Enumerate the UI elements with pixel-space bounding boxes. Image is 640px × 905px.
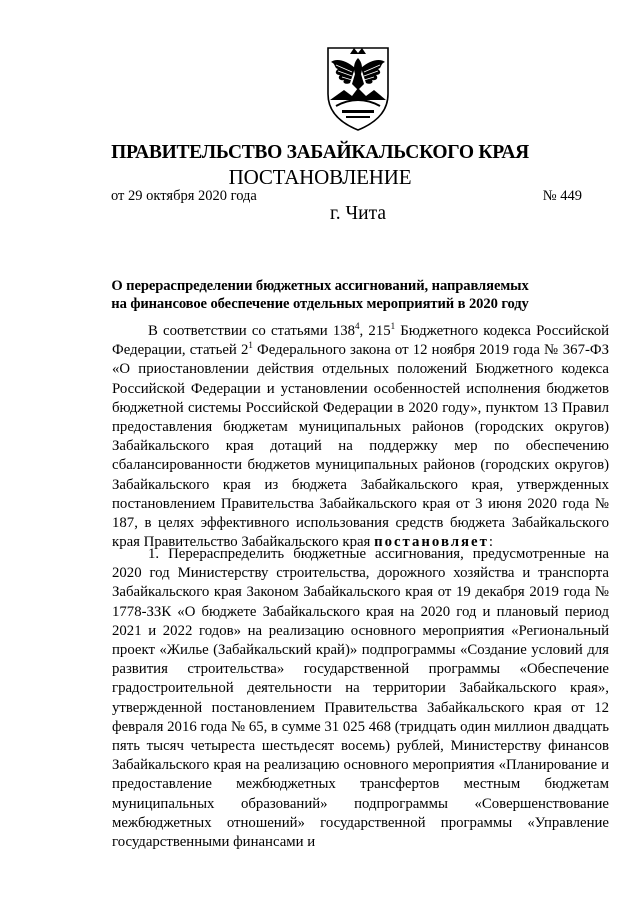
preamble-text-1: В соответствии со статьями 138	[148, 323, 356, 339]
superscript-3: 1	[248, 340, 253, 351]
preamble-text-2: , 215	[359, 323, 391, 339]
organization-name: ПРАВИТЕЛЬСТВО ЗАБАЙКАЛЬСКОГО КРАЯ	[111, 142, 529, 163]
coat-of-arms-emblem	[322, 44, 394, 132]
title-line-2: на финансовое обеспечение отдельных мероприятий в 2020 году	[111, 296, 529, 312]
paragraph-preamble	[112, 322, 609, 552]
preamble-text-3: Бюджетного кодекса Российской Федерации, статьей 2	[112, 323, 610, 359]
document-date: от 29 октября 2020 года	[111, 188, 257, 204]
document-number: № 449	[542, 188, 582, 204]
resolves-keyword: постановляет	[374, 534, 489, 551]
paragraph-item-1: 1. Перераспределить бюджетные ассигнования, предусмотренные на 2020 год Министерству строительства, дорожного хозяйства и транспорта Забайкальского края Законом Забайкальского края от 19 декабря 2019 года № 1778-ЗЗК «О бюджете Забайкальского края на 2020 год и плановый период 2021 и 2022 годов» на реализацию основного мероприятия «Региональный проект «Жилье (Забайкальский край)» подпрограммы «Создание условий для развития строительства» государственной программы «Обеспечение градостроительной деятельности на территории Забайкальского края», утвержденной постановлением Правительства Забайкальского края от 12 февраля 2016 года № 65, в сумме 31 025 468 (тридцать один миллион двадцать пять тысяч четыреста шестьдесят восемь) рублей, Министерству финансов Забайкальского края на реализацию основного мероприятия «Планирование и предоставление межбюджетных трансфертов местным бюджетам муниципальных образований» подпрограммы «Совершенствование межбюджетных отношений» государственной программы «Управление государственными финансами и	[112, 546, 609, 851]
document-type: ПОСТАНОВЛЕНИЕ	[228, 165, 412, 189]
title-line-1: О перераспределении бюджетных ассигнований, направляемых	[111, 278, 529, 294]
preamble-text-4: Федерального закона от 12 ноября 2019 года № 367-ФЗ «О приостановлении действия отдельных положений Бюджетного кодекса Российской Федерации и установлении особенностей исполнения бюджетов бюджетной системы Российской Федерации в 2020 году», пунктом 13 Правил предоставления бюджетам муниципальных районов (городских округов) Забайкальского края дотаций на поддержку мер по обеспечению сбалансированности бюджетов муниципальных районов (городских округов) Забайкальского края из бюджета Забайкальского края, утвержденных постановлением Правительства Забайкальского края от 3 июня 2020 года № 187, в целях эффективного использования средств бюджета Забайкальского края Правительство Забайкальского края	[112, 342, 609, 551]
superscript-1: 4	[355, 321, 360, 332]
preamble-end: :	[488, 534, 494, 551]
document-title	[0, 277, 640, 313]
superscript-2: 1	[390, 321, 396, 332]
city-name: г. Чита	[329, 203, 387, 224]
